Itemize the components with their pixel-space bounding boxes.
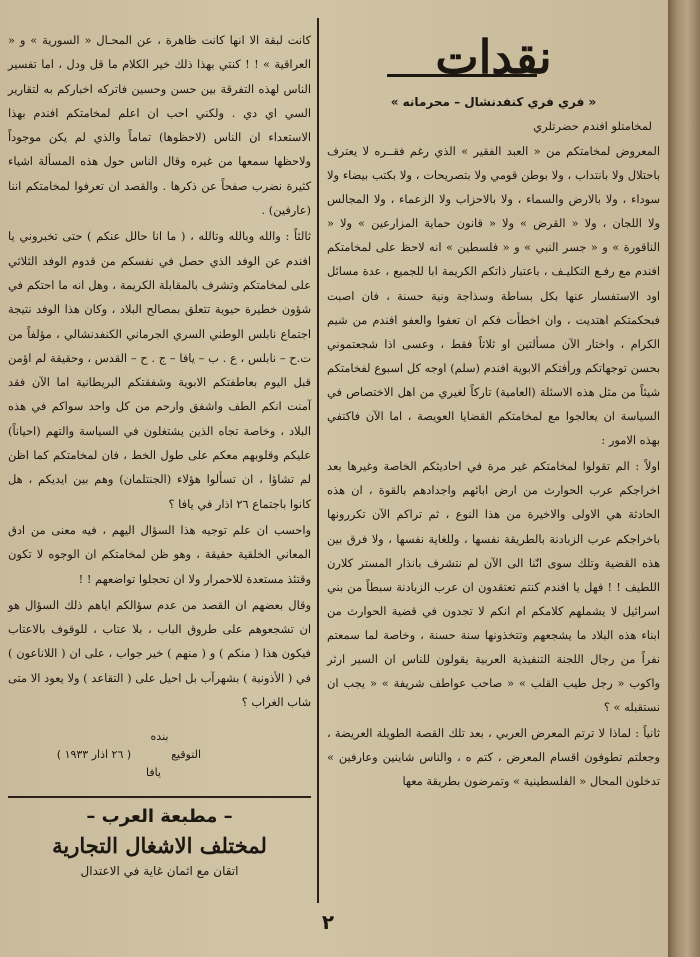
article-column	[327, 30, 660, 794]
article-salutation: لمخامتلو افندم حضرتلري	[533, 119, 652, 133]
continued-column	[8, 28, 311, 878]
article-paragraph: المعروض لمخامتكم من « العبد الفقير » الذي رغم فقــره لا يعترف باحتلال ولا بانتداب ، ولا بوطن قومي ولا بتصريحات ، ولا بكتب بيضاء ولا سوداء ، ولا بالارض والسماء ، ولا بالاحزاب ولا الزعماء ، ولا المجالس ولا اللجان ، ولا « القرض » ولا « قانون حماية المزارعين » ولا « الناقورة » و « جسر النبي » و « فلسطين » انه لاحظ على لمخامتكم افندم مع رفـع التكليـف ، باعتبار ذاتكم الكريمة ابا للجميع ، عدة مسائل اود الاستفسار عنها بكل بساطة وسذاجة ونية حسنة ، فان اصبت فبحكمتكم اهتديت ، وان اخطأت فكم ان تعفوا والعفو افندم من شيم الكرام ، واختار الآن مسألتين او ثلاثاً فقط ، وعسى اذا شجعتموني بحسن توجهاتكم ورأفتكم الابوية افندم (سلم) اوجه كل اسبوع لفخامتكم شيئاً من مثل هذه الاسئلة (العامية) تاركاً لغيري من اهل الاختصاص في السياسة ان يعالجوا مع لمخامتكم القضايا العويصة ، اما الآن فاكتفي بهذه الامور :	[327, 144, 660, 448]
signature-place: يافا	[145, 766, 161, 780]
article-subtitle: « فري فري كنفدنشال – محرمانه »	[390, 95, 597, 109]
signature-label: التوقيع	[171, 748, 201, 762]
advert-divider	[8, 796, 311, 798]
continued-paragraph: ثالثاً : والله وبالله وتالله ، ( ما انا حالل عنكم ) حتى تخبروني يا افندم عن الوفد الذي حصل في نفسكم من قدوم الوفد الثلاثي على لمخامتكم وتشرف بالمقابلة الكريمة ، وهل انه ما احتكم في شؤون خطيرة حيوية تتعلق بمصالح البلاد ، وكان هذا الوفد نتيجة اجتماع نابلس الوطني السري الجرماني الكنفدنشالي ، مؤلفاً من ت.ح – نابلس ، ع . ب – يافا – ج . ح – القدس ، وحقيقة لم اؤمن قبل اليوم بعاطفتكم الابوية وشفقتكم البريطانية اما الآن فقد آمنت انكم الطف واشفق وارحم من كل واحد سواكم في هذه البلاد ، وخاصة تجاه الذين يشتغلون في السياسة والتهم (احياناً) عليكم وقلوبهم معكم على طول الخط ، فان لمخامتكم كما اظن لم تشاؤا ، ان تسألوا هؤلاء (الجنتلمان) وهم بين ايديكم ، هل كانوا باجتماع ٢٦ اذار في يافا ؟	[8, 229, 311, 511]
column-divider	[317, 18, 319, 903]
article-paragraph: اولاً : الم تقولوا لمخامتكم غير مرة في احاديثكم الخاصة وغيرها بعد اخراجكم عرب الحوارث من ارض ابائهم واجدادهم بالقوة ، ان هذه الحادثة هي الاولى والاخيرة من هذا النوع ، ثم تراكم الآن تكررونها باخراجكم عرب الزبادنة بالطريقة نفسها ، وللغاية نفسها ، ولا فرق بين هذه القضية وتلك سوى انّنا الى الآن لم نتشرف بانذار المستر كلارن اللطيف ! ! فهل يا افندم كنتم تعتقدون ان عرب الزبادنة سبطاً من بني اسرائيل لا يشملهم كلامكم ام انكم لا تجدون في قضية الحوارث من ابناء هذه البلاد ما يشجعهم وتتخذونها سنة حسنة ، وخاصة لما سمعتم نفراً من رجال اللجنة التنفيذية العربية يقولون للناس ان السير ارثر واكوب « رجل طيب القلب » « صاحب عواطف شريفة » « يجب ان نستقبله » ؟	[327, 459, 660, 715]
signature-date: ( ٢٦ اذار ١٩٣٣ )	[56, 748, 132, 762]
article-paragraph: ثانياً : لماذا لا ترتم المعرض العربي ، بعد تلك القصة الطويلة العريضة ، وجعلتم تطوفون اقسام المعرض ، كتم ه ، والناس شاينين وعارفين » تدخلون المحال « الفلسطينية » وتمرضون بطريقة معها	[327, 726, 660, 789]
advert-tagline: اتقان مع اثمان غاية في الاعتدال	[80, 864, 239, 879]
advert-box	[8, 806, 311, 878]
continued-paragraph: كانت لبقة الا انها كانت ظاهرة ، عن المحـال « السورية » و « العراقية » ! ! كنتي بهذا ذلك خير الكلام ما قل ودل ، اما تفسير الناس لهذه التفرقة بين حسن وحسين فاتركه اخباركم به لتقارير السي اي دي . ولكني احب ان اعلم لمخامتكم افندم بهذا الاستعداء ان الناس (لاحظوها) تماماً والذي لم يكن موجوداً ولاحظها سمعها من غيره وقال الناس حول هذه المسألة اشياء كثيرة نضرب صفحاً عن ذكرها . والقصد ان تعرفوا لمخامتكم اننا (عارفين) .	[8, 33, 311, 218]
continued-paragraph: واحسب ان علم توجيه هذا السؤال اليهم ، فيه معنى من ادق المعاني الخلقية حقيقة ، وهو ظن لمخامتكم ان الوجوه لا تكون وقتئذ مستعدة للاحمرار ولا ان تحجلوا تواضعهم ! !	[8, 522, 311, 586]
continued-paragraph: وقال بعضهم ان القصد من عدم سؤالكم اياهم ذلك السؤال هو ان تشجعوهم على طروق الباب ، بلا عتاب ، للوقوف بالاعتاب فيكون هذا ( منكم ) و ( منهم ) خير جواب ، على ان ( اللاناعون ) في ( الأذونية ) بشهرآب بل احيل على ( التقاعد ) ولا يعود الا متى شاب الغراب ؟	[8, 597, 311, 710]
signature-row	[8, 746, 311, 764]
page-number: ٢	[321, 910, 335, 934]
binding-edge	[668, 0, 700, 957]
advert-subtitle: لمختلف الاشغال التجارية	[52, 833, 267, 859]
masthead-title: نقدات	[435, 30, 552, 84]
signature-block	[8, 728, 311, 782]
advert-title: – مطبعة العرب –	[86, 806, 233, 828]
closing-word: بنده	[150, 730, 169, 744]
